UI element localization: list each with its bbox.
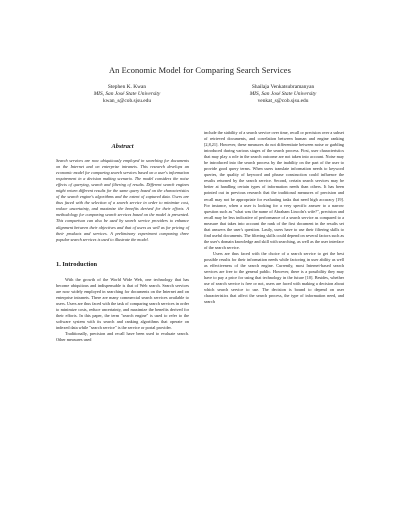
author-affiliation: MIS, San José State University [249, 91, 317, 98]
left-column [56, 143, 189, 343]
right-column [204, 130, 344, 305]
intro-heading: 1. Introduction [56, 260, 98, 268]
body-paragraph: include the stability of a search service over time, recall or precision over a subset of retrieved documents, and correlation between human and engine ranking [2,8,21]. However, these measures do not differentiate between noise or garbling introduced during various stages of the search process. First, user characteristics that may play a role in the search outcome are not taken into account. Noise may be introduced into the search process by the inability on the part of the user to provide good query terms. When users translate information needs to keyword queries, the quality of keyword and phrase construction could influence the results returned by the search service. Second, certain search services may be better at handling certain types of information needs than others. It has been pointed out in previous research that the traditional measures of precision and recall may not be appropriate for evaluating tasks that need high accuracy [19]. For instance, when a user is looking for a very specific answer to a narrow question such as "what was the name of Abraham Lincoln's wife?", precision and recall may be less indicative of performance of a search service as compared to a measure that takes into account the rank of the first document in the results set that answers the user's question. Lastly, users have to use their filtering skills to find useful documents. The filtering skills could depend on several factors such as the user's domain knowledge and skill with searching, as well as the user interface of the search service. [204, 130, 344, 250]
author-email: venkat_s@cob.sjsu.edu [257, 98, 309, 105]
author-block-1 [42, 84, 212, 106]
intro-paragraph: With the growth of the World Wide Web, one technology that has become ubiquitous and indispensable is that of Web search. Search services are now widely employed in searching for documents on the Internet and on enterprise intranets. There are many commercial search services available to users. Users are thus faced with the task of comparing search services in order to minimize costs, reduce uncertainty, and maximize the benefits derived for their efforts. In this paper, the term "search engine" is used to refer to the software system with its search and ranking algorithms that operate on indexed data while "search service" is the service or portal provider. [56, 276, 189, 331]
author-name: Shailaja Venkatsubramanyan [251, 84, 315, 90]
abstract-text: Search services are now ubiquitously employed in searching for documents on the Internet and on enterprise intranets. This research develops an economic model for comparing search services based on a user's information requirement in a decision making scenario. The model considers the noise effects of querying, search and filtering of results. Different search engines might return different results for the same query based on the characteristics of the search engine's algorithms and the extent of captured data. Users are thus faced with the selection of a search service in order to minimize cost, reduce uncertainty, and maximize the benefits derived for their efforts. A methodology for comparing search services based on the model is presented. This comparison can also be used by search service providers to enhance alignment between their objectives and that of users as well as for pricing of their products and services. A preliminary experiment comparing three popular search services is used to illustrate the model. [56, 158, 189, 242]
paper-title: An Economic Model for Comparing Search Services [109, 66, 291, 75]
author-affiliation: MIS, San José State University [93, 91, 161, 98]
body-paragraph: Users are thus faced with the choice of a search service to get the best possible results for their information needs while factoring in user ability as well as effectiveness of the search engine. Currently, most Internet-based search services are free to the general public. However, there is a possibility they may have to pay a price for using that technology in the future [10]. Besides, whether use of search service is free or not, users are faced with making a decision about which search service to use. The decision is bound to depend on user characteristics that affect the search process, the type of information need, and search [204, 250, 344, 305]
intro-paragraph: Traditionally, precision and recall have been used to evaluate search. Other measures used [56, 331, 189, 343]
abstract-heading: Abstract [111, 143, 134, 150]
author-email: kwan_s@cob.sjsu.edu [102, 98, 152, 105]
author-block-2 [198, 84, 368, 106]
author-name: Stephen K. Kwan [107, 84, 147, 90]
